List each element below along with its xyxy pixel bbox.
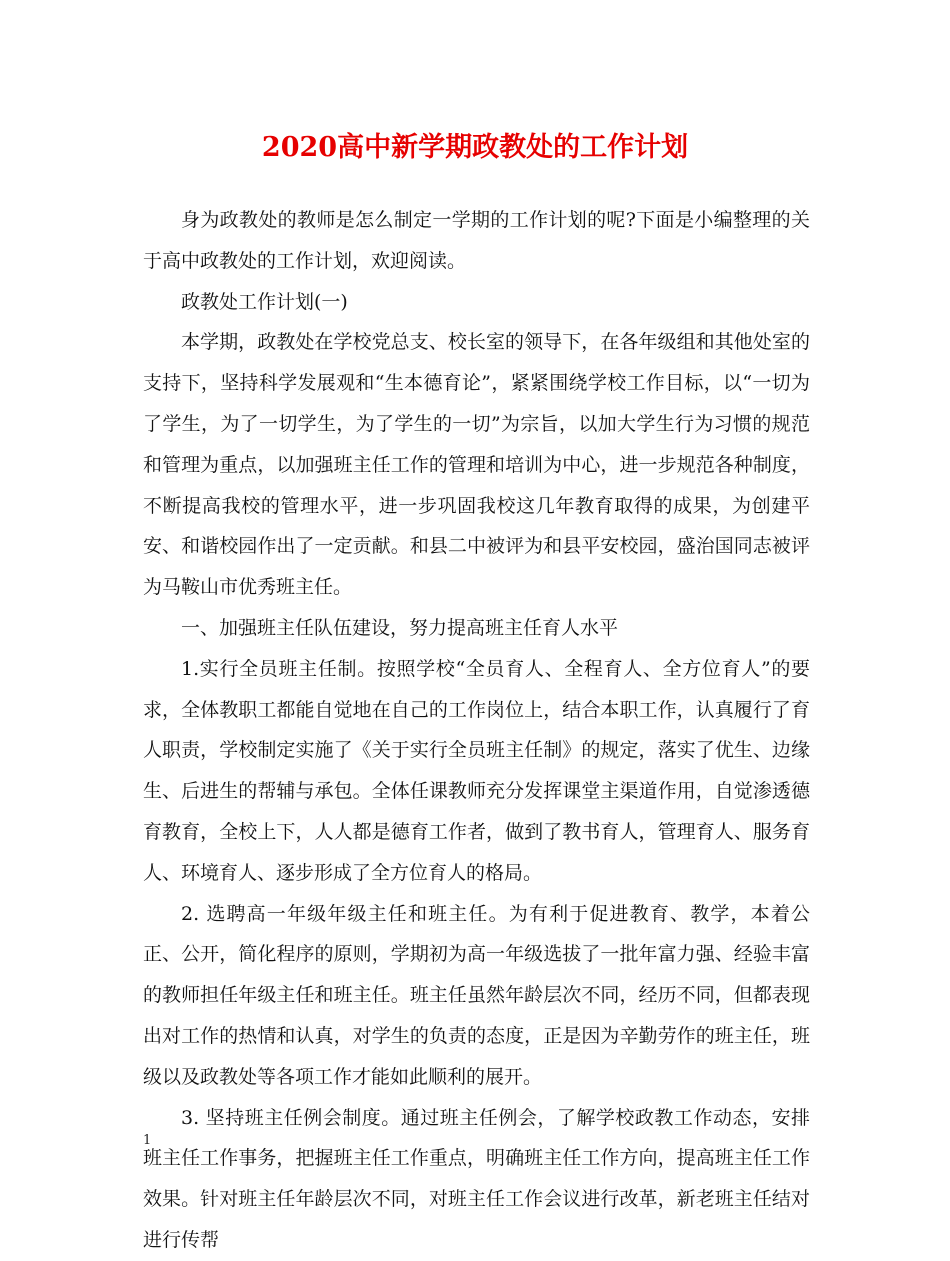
document-title: 2020高中新学期政教处的工作计划 <box>261 132 689 163</box>
paragraph-heading-one: 一、加强班主任队伍建设，努力提高班主任育人水平 <box>181 616 619 639</box>
page-number: 1 <box>143 1133 152 1148</box>
paragraph-item-3: 3. 坚持班主任例会制度。通过班主任例会，了解学校政教工作动态，安排班主任工作事务，把握班主任工作重点，明确班主任工作方向，提高班主任工作效果。针对班主任年龄层次不同，对班主任工作会议进行改革，新老班主任结对进行传帮 <box>143 1106 810 1251</box>
document-body <box>143 200 810 1261</box>
paragraph-item-2: 2. 选聘高一年级年级主任和班主任。为有利于促进教育、教学，本着公正、公开，简化程序的原则，学期初为高一年级选拔了一批年富力强、经验丰富的教师担任年级主任和班主任。班主任虽然年龄层次不同，经历不同，但都表现出对工作的热情和认真，对学生的负责的态度，正是因为辛勤劳作的班主任，班级以及政教处等各项工作才能如此顺利的展开。 <box>143 902 810 1088</box>
paragraph-overview: 本学期，政教处在学校党总支、校长室的领导下，在各年级组和其他处室的支持下，坚持科学发展观和“生本德育论”，紧紧围绕学校工作目标，以“一切为了学生，为了一切学生，为了学生的一切”为宗旨，以加大学生行为习惯的规范和管理为重点，以加强班主任工作的管理和培训为中心，进一步规范各种制度，不断提高我校的管理水平，进一步巩固我校这几年教育取得的成果，为创建平安、和谐校园作出了一定贡献。和县二中被评为和县平安校园，盛治国同志被评为马鞍山市优秀班主任。 <box>143 331 810 599</box>
paragraph-section-heading: 政教处工作计划(一) <box>181 290 348 313</box>
paragraph-item-1: 1.实行全员班主任制。按照学校“全员育人、全程育人、全方位育人”的要求，全体教职工都能自觉地在自己的工作岗位上，结合本职工作，认真履行了育人职责，学校制定实施了《关于实行全员班主任制》的规定，落实了优生、边缘生、后进生的帮辅与承包。全体任课教师充分发挥课堂主渠道作用，自觉渗透德育教育，全校上下，人人都是德育工作者，做到了教书育人，管理育人、服务育人、环境育人、逐步形成了全方位育人的格局。 <box>143 657 810 884</box>
paragraph-intro: 身为政教处的教师是怎么制定一学期的工作计划的呢?下面是小编整理的关于高中政教处的工作计划，欢迎阅读。 <box>143 209 810 272</box>
